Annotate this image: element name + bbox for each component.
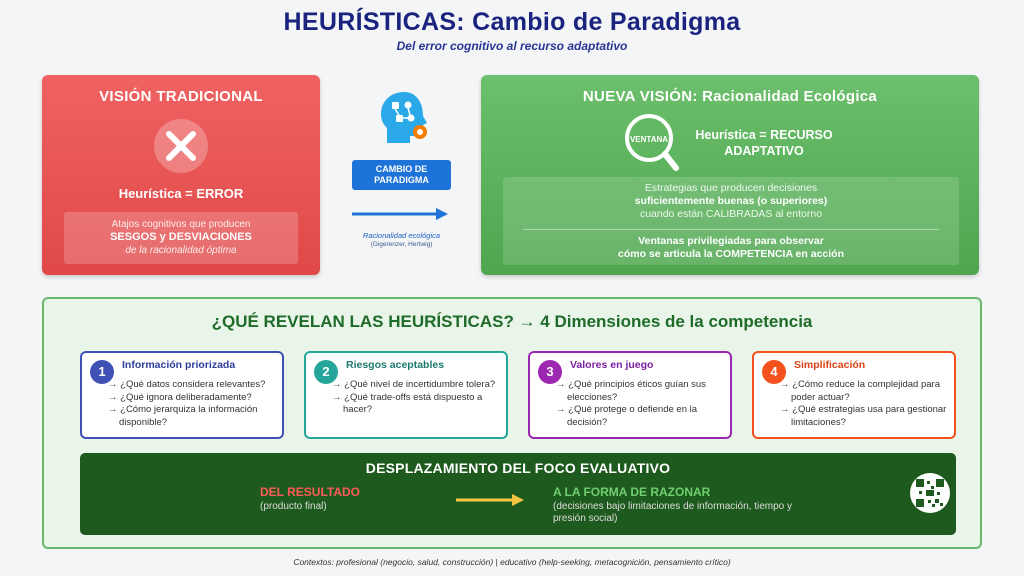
new-vision-equation <box>689 127 839 159</box>
arrow-right-icon <box>352 207 448 226</box>
x-icon <box>154 119 208 173</box>
dimensions-title: ¿QUÉ REVELAN LAS HEURÍSTICAS? → 4 Dimensiones de la competencia <box>211 312 813 331</box>
dimension-number: 3 <box>538 360 562 384</box>
page-title: HEURÍSTICAS: Cambio de Paradigma <box>283 8 741 36</box>
magnifier-icon <box>623 112 679 177</box>
qr-code-icon <box>910 473 950 513</box>
authors-caption: (Gigerenzer, Hertwig) <box>370 241 433 248</box>
new-vision-desc-bold: suficientemente buenas (o superiores) <box>634 195 828 207</box>
magnifier-label: VENTANA <box>629 135 669 144</box>
page-subtitle: Del error cognitivo al recurso adaptativo <box>396 39 628 53</box>
new-vision-desc-line1: Estrategias que producen decisiones <box>644 182 818 194</box>
dimension-number: 4 <box>762 360 786 384</box>
traditional-vision-card <box>42 75 320 275</box>
banner-title: DESPLAZAMIENTO DEL FOCO EVALUATIVO <box>365 460 671 476</box>
dimension-title: Simplificación <box>794 359 866 371</box>
dimensions-panel <box>42 297 982 549</box>
dimension-item: → ¿Qué ignora deliberadamente? <box>108 391 252 403</box>
dimension-title: Información priorizada <box>122 359 236 371</box>
dimension-item: → ¿Qué principios éticos guían sus elecciones? <box>556 379 706 403</box>
arrow-right-icon <box>456 493 524 511</box>
dimension-item: → ¿Qué protege o defiende en la decisión? <box>556 404 698 428</box>
new-vision-desc-line3: cuando están CALIBRADAS al entorno <box>639 208 823 220</box>
traditional-equation: Heurística = ERROR <box>118 186 244 201</box>
ecological-rationality-caption: Racionalidad ecológica <box>362 231 441 240</box>
traditional-desc-bold: SESGOS y DESVIACIONES <box>110 231 252 243</box>
from-label: DEL RESULTADO <box>260 485 361 499</box>
dimension-item: → ¿Cómo jerarquiza la información disponible? <box>108 404 258 428</box>
dimension-title: Riesgos aceptables <box>346 359 445 371</box>
dimension-item: → ¿Qué estrategias usa para gestionar limitaciones? <box>780 404 947 428</box>
dimension-number: 2 <box>314 360 338 384</box>
traditional-description <box>64 212 298 264</box>
dimension-card-4 <box>752 351 956 439</box>
divider <box>523 229 939 230</box>
paradigm-shift-badge <box>352 160 451 190</box>
window-line2: cómo se articula la COMPETENCIA en acción <box>617 248 844 260</box>
evaluative-focus-banner <box>80 453 956 535</box>
new-vision-eq-line1: Heurística = RECURSO <box>695 128 833 142</box>
dimension-item: → ¿Qué nivel de incertidumbre tolera? <box>332 379 496 390</box>
new-vision-card <box>481 75 979 275</box>
from-sub: (producto final) <box>260 501 327 512</box>
dimension-card-1 <box>80 351 284 439</box>
dimension-item: → ¿Cómo reduce la complejidad para poder actuar? <box>780 379 940 403</box>
traditional-desc-line1: Atajos cognitivos que producen <box>111 219 251 230</box>
to-label: A LA FORMA DE RAZONAR <box>553 485 711 499</box>
brain-gear-icon <box>374 88 434 148</box>
dimension-item: → ¿Qué datos considera relevantes? <box>108 379 266 390</box>
dimension-title: Valores en juego <box>570 359 654 371</box>
traditional-desc-italic: de la racionalidad óptima <box>125 245 237 256</box>
new-vision-description <box>503 177 959 265</box>
new-vision-eq-line2: ADAPTATIVO <box>724 144 804 158</box>
paradigm-badge-line1: CAMBIO DE <box>375 164 428 174</box>
new-vision-title: NUEVA VISIÓN: Racionalidad Ecológica <box>582 88 878 105</box>
paradigm-badge-line2: PARADIGMA <box>374 175 429 185</box>
dimension-item: → ¿Qué trade-offs está dispuesto a hacer? <box>332 391 483 415</box>
traditional-title: VISIÓN TRADICIONAL <box>99 88 263 105</box>
dimension-card-2 <box>304 351 508 439</box>
dimension-number: 1 <box>90 360 114 384</box>
to-sub: (decisiones bajo limitaciones de información, tiempo y presión social) <box>553 501 793 524</box>
dimension-card-3 <box>528 351 732 439</box>
contexts-footer: Contextos: profesional (negocio, salud, construcción) | educativo (help-seeking, metacognición, pensamiento crítico) <box>293 557 731 567</box>
window-line1: Ventanas privilegiadas para observar <box>638 235 824 247</box>
